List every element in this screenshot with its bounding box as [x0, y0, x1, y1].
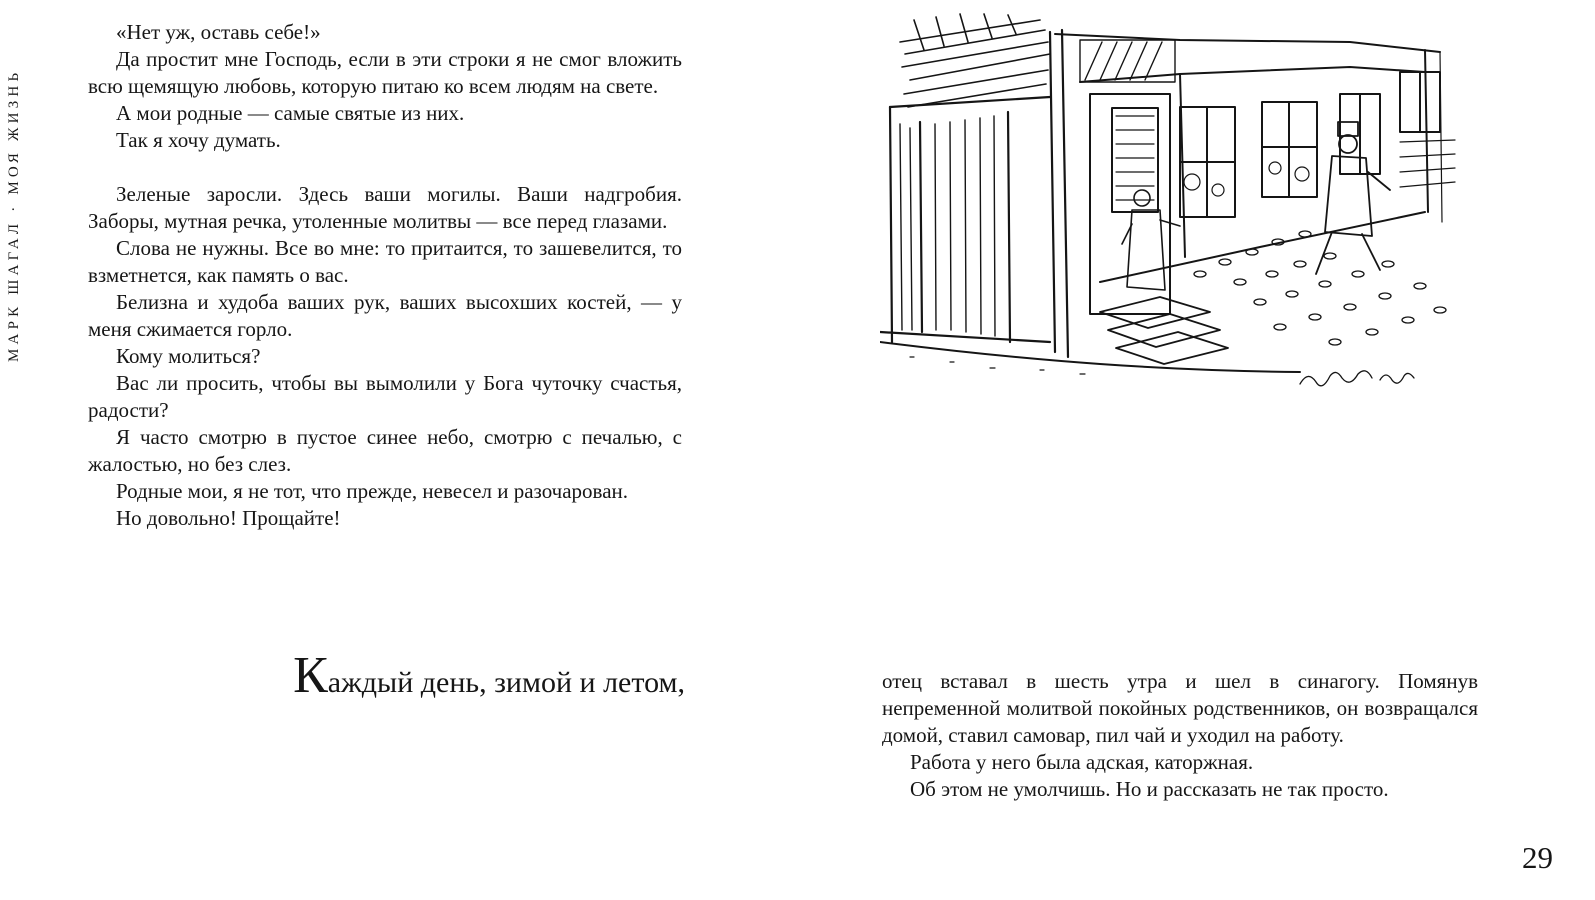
- left-text-column: [88, 19, 682, 532]
- paragraph: Так я хочу думать.: [116, 128, 281, 152]
- paragraph: Работа у него была адская, каторжная.: [910, 750, 1254, 774]
- paragraph: Слова не нужны. Все во мне: то притаится, то зашевелится, то взметнется, как память о вас.: [88, 236, 682, 287]
- running-head: МАРК ШАГАЛ · МОЯ ЖИЗНЬ: [6, 68, 22, 362]
- page-number: 29: [1522, 840, 1553, 875]
- paragraph: Я часто смотрю в пустое синее небо, смотрю с печалью, с жалостью, но без слез.: [88, 425, 682, 476]
- paragraph: А мои родные — самые святые из них.: [116, 101, 465, 125]
- paragraph: Зеленые заросли. Здесь ваши могилы. Ваши надгробия. Заборы, мутная речка, утоленные молитвы — все перед глазами.: [88, 182, 682, 233]
- paragraph: Кому молиться?: [116, 344, 261, 368]
- right-text-column: [882, 668, 1478, 803]
- paragraph-gap: [88, 154, 682, 181]
- paragraph: Белизна и худоба ваших рук, ваших высохших костей, — у меня сжимается горло.: [88, 290, 682, 341]
- paragraph: Вас ли просить, чтобы вы вымолили у Бога чуточку счастья, радости?: [88, 371, 682, 422]
- paragraph: Да простит мне Господь, если в эти строки я не смог вложить всю щемящую любовь, которую питаю ко всем людям на свете.: [88, 47, 682, 98]
- paragraph: отец вставал в шесть утра и шел в синагогу. Помянув непременной молитвой покойных родственников, он возвращался домой, ставил самовар, пил чай и уходил на работу.: [882, 669, 1478, 747]
- chapter-lead-line: [285, 646, 685, 713]
- chapter-lead-text: аждый день, зимой и летом,: [327, 666, 685, 699]
- paragraph: Но довольно! Прощайте!: [116, 506, 341, 530]
- street-sketch-illustration: [880, 12, 1465, 397]
- street-sketch-drawing: [880, 12, 1465, 397]
- paragraph: Родные мои, я не тот, что прежде, невесел и разочарован.: [116, 479, 628, 503]
- drop-cap: К: [293, 647, 328, 704]
- paragraph: Об этом не умолчишь. Но и рассказать не так просто.: [910, 777, 1389, 801]
- paragraph: «Нет уж, оставь себе!»: [116, 20, 321, 44]
